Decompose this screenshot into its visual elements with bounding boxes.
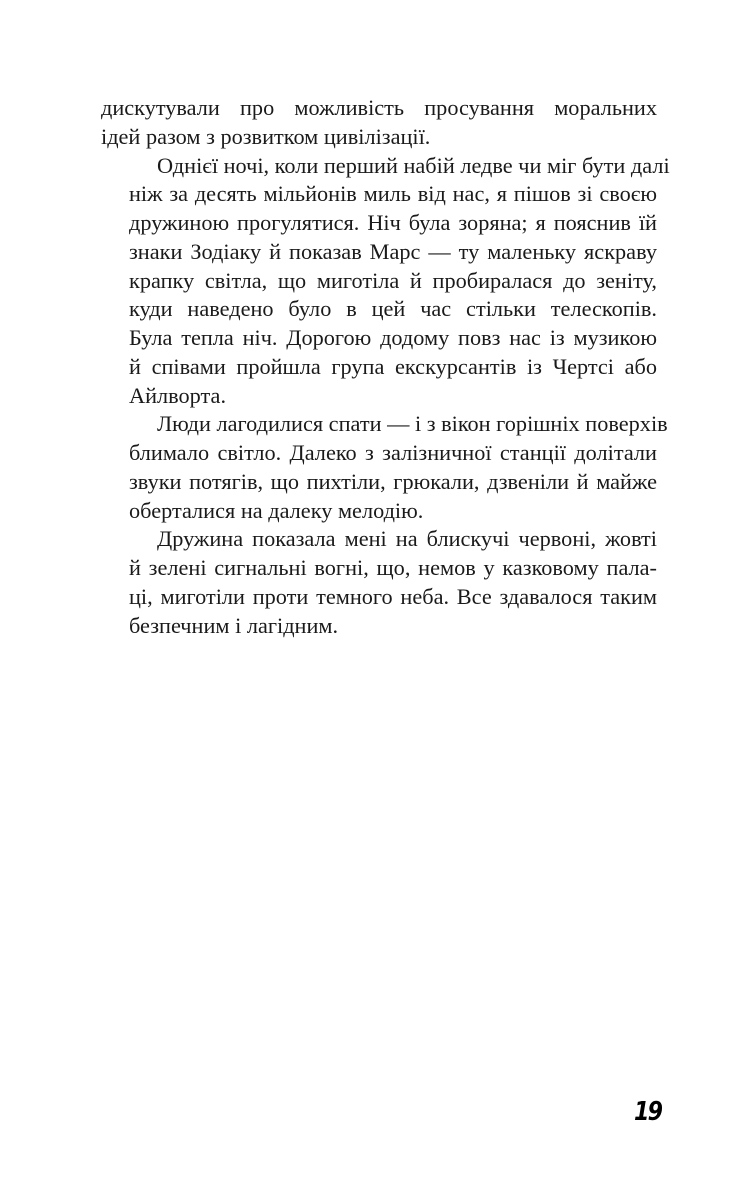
- text-line: Однієї ночі, коли перший набій ледве чи міг бути далі: [157, 152, 670, 178]
- text-line: Дружина показала мені на блискучі червоні, жовті: [157, 526, 657, 552]
- text-line: ніж за десять мільйонів миль від нас, я пішов зі своєю: [129, 181, 657, 207]
- text-line: Люди лагодилися спати — і з вікон горішніх поверхів: [157, 411, 668, 437]
- paragraph-3: [101, 410, 668, 525]
- page-body-text: [101, 94, 670, 640]
- text-line: блимало світло. Далеко з залізничної станції долітали: [129, 440, 657, 465]
- paragraph-2: [101, 152, 670, 411]
- paragraph-1: [101, 94, 657, 152]
- page-number: 19: [634, 1097, 662, 1127]
- text-line: Була тепла ніч. Дорогою додому повз нас із музикою: [129, 325, 657, 350]
- text-line: дружиною прогулятися. Ніч була зоряна; я пояснив їй: [129, 210, 657, 235]
- text-line: безпечним і лагідним.: [129, 612, 339, 638]
- text-line: Айлворта.: [129, 382, 227, 408]
- text-line: дискутували про можливість просування моральних: [101, 95, 657, 120]
- text-line: крапку світла, що миготіла й пробиралася до зеніту,: [129, 267, 657, 293]
- text-line: звуки потягів, що пихтіли, грюкали, дзвеніли й майже: [129, 468, 657, 494]
- text-line: знаки Зодіаку й показав Марс — ту маленьку яскраву: [129, 238, 657, 264]
- text-line: оберталися на далеку мелодію.: [129, 497, 424, 523]
- text-line: й співами пройшла група екскурсантів із Чертсі або: [129, 353, 657, 379]
- text-line: й зелені сигнальні вогні, що, немов у казковому пала-: [129, 555, 657, 580]
- text-line: ідей разом з розвитком цивілізації.: [101, 123, 431, 149]
- text-line: ці, миготіли проти темного неба. Все здавалося таким: [129, 583, 657, 609]
- text-line: куди наведено було в цей час стільки телескопів.: [129, 296, 657, 322]
- paragraph-4: [101, 525, 657, 640]
